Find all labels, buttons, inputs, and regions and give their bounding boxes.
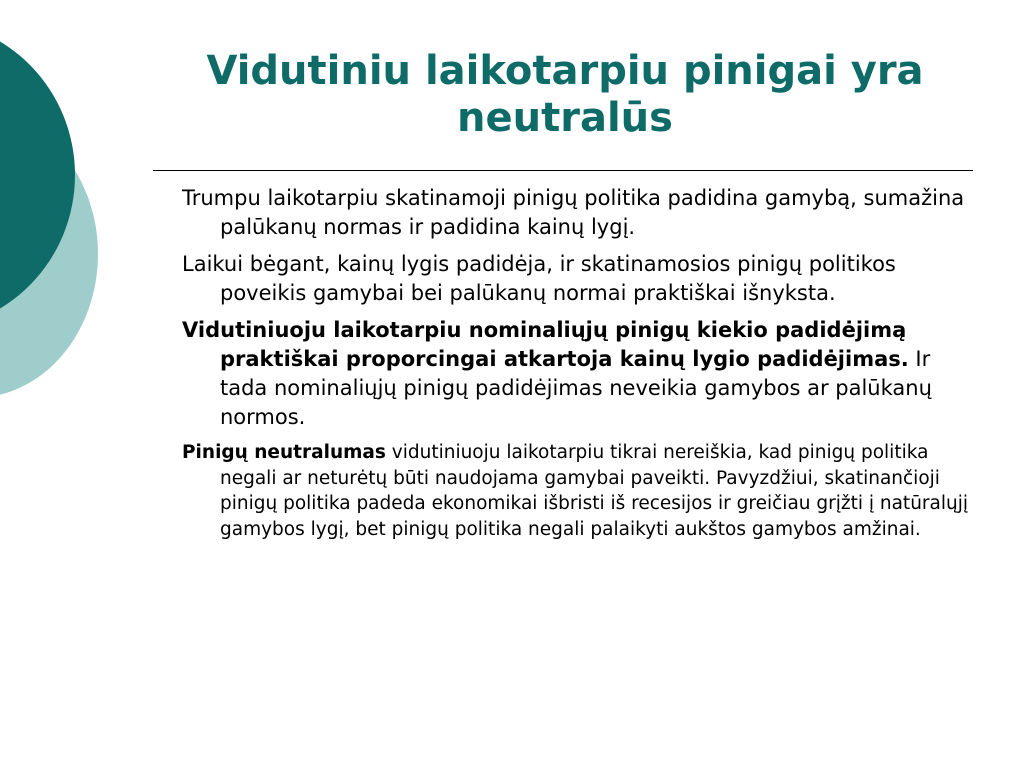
paragraph-neutrality bbox=[182, 440, 972, 542]
slide-title: Vidutiniu laikotarpiu pinigai yra neutralūs bbox=[206, 48, 924, 141]
title-divider bbox=[153, 170, 973, 171]
paragraph-neutrality-bold: Pinigų neutralumas bbox=[182, 442, 386, 463]
paragraph-over-time bbox=[182, 250, 972, 308]
paragraph-medium-run bbox=[182, 316, 972, 432]
paragraph-medium-run-text: Ir tada nominaliųjų pinigų padidėjimas neveikia gamybos ar palūkanų normos. bbox=[220, 347, 932, 429]
paragraph-over-time-text: Laikui bėgant, kainų lygis padidėja, ir skatinamosios pinigų politikos poveikis gamybai bei palūkanų normai praktiškai išnyksta. bbox=[182, 252, 896, 305]
paragraph-medium-run-bold: Vidutiniuoju laikotarpiu nominaliųjų pinigų kiekio padidėjimą praktiškai proporcingai atkartoja kainų lygio padidėjimas. bbox=[182, 318, 909, 371]
paragraph-short-run-text: Trumpu laikotarpiu skatinamoji pinigų politika padidina gamybą, sumažina palūkanų normas ir padidina kainų lygį. bbox=[182, 186, 965, 239]
paragraph-short-run bbox=[182, 184, 972, 242]
slide-body bbox=[182, 184, 972, 542]
paragraph-neutrality-text: vidutiniuoju laikotarpiu tikrai nereiškia, kad pinigų politika negali ar neturėtų būti naudojama gamybai paveikti. Pavyzdžiui, skatinančioji pinigų politika padeda ekonomikai išbristi iš recesijos ir greičiau grįžti į natūralųjį gamybos lygį, bet pinigų politika negali palaikyti aukštos gamybos amžinai. bbox=[220, 442, 969, 540]
